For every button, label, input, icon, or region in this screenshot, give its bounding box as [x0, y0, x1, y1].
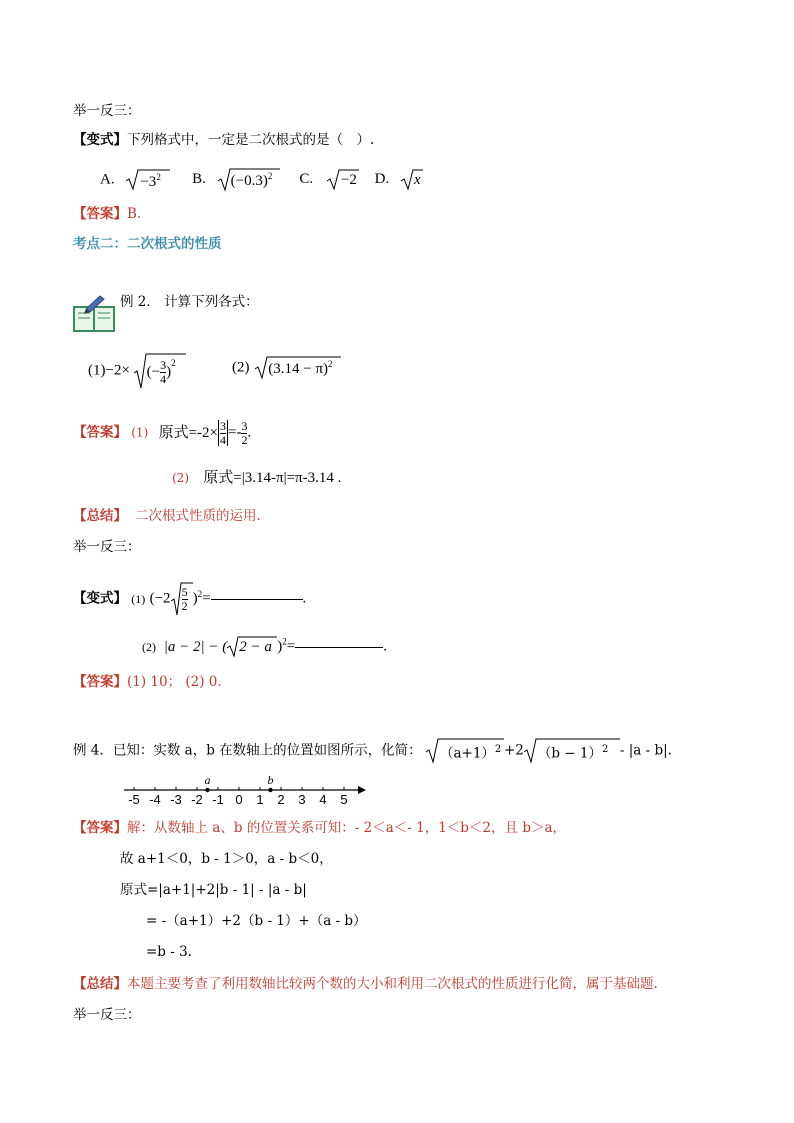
variant-question-2	[73, 582, 306, 616]
example4-summary	[73, 978, 658, 992]
summary-text: 二次根式性质的运用.	[135, 508, 261, 524]
option-b-exp: 2	[267, 171, 273, 181]
option-c-radicand: −2	[340, 172, 357, 188]
example2-answer-2	[172, 471, 341, 486]
point-b	[268, 788, 272, 792]
v1-answer-blank[interactable]	[211, 599, 303, 600]
p1-radical	[134, 353, 186, 389]
tick-label: -2	[191, 792, 203, 806]
v2-label: (2)	[142, 640, 156, 654]
option-d-label: D.	[374, 171, 390, 188]
ex4-r1: （a+1）	[439, 745, 495, 762]
p1-prefix: −2×	[105, 362, 130, 379]
a1-num: 3	[220, 419, 227, 433]
example4-intro: 例 4．已知：实数 a，b 在数轴上的位置如图所示，化简：	[73, 742, 422, 759]
p1-label: (1)	[88, 362, 106, 379]
a1-end: .	[247, 424, 252, 441]
v1-radical	[171, 582, 193, 616]
ex4-radical-2	[524, 738, 620, 764]
v2-answer-blank[interactable]	[295, 647, 383, 648]
variant-label: 【变式】	[73, 132, 127, 148]
p1-num: 3	[160, 358, 167, 372]
option-a-radical	[126, 169, 170, 191]
a1-den: 4	[220, 432, 227, 447]
ex4-line3: 原式=|a+1|+2|b - 1| - |a - b|	[120, 882, 307, 898]
p2-exp: 2	[328, 359, 333, 369]
example4-answer-line1	[73, 822, 566, 836]
v2-radical	[227, 636, 277, 658]
answer-2	[73, 676, 222, 690]
a1-prefix: 原式=-2×	[158, 424, 219, 441]
option-b-label: B.	[192, 171, 206, 188]
variant-label: 【变式】	[73, 590, 127, 607]
p1-den: 4	[160, 371, 167, 386]
example2-answer-1	[73, 420, 251, 446]
tick-label: -3	[170, 792, 182, 806]
tick-label: 4	[319, 792, 327, 806]
option-c-radical	[327, 169, 359, 191]
section-heading-2: 举一反三：	[73, 539, 141, 555]
option-d-radical	[401, 169, 423, 191]
option-b-radical	[218, 168, 280, 192]
v1-den: 2	[181, 598, 188, 613]
ex4-r1-exp: 2	[494, 744, 502, 755]
ex4-r2-exp: 2	[601, 744, 609, 755]
number-line	[120, 772, 370, 806]
v1-open: (−2	[149, 590, 171, 607]
section-heading-3: 举一反三：	[73, 1007, 141, 1023]
variant-text: 下列格式中，一定是二次根式的是（ ）.	[127, 132, 375, 148]
answer-label: 【答案】	[73, 206, 127, 222]
section-heading-1: 举一反三：	[73, 103, 141, 119]
kaodian-heading: 考点二：二次根式的性质	[73, 236, 222, 252]
v2-exp: 2	[282, 636, 287, 647]
a1-mid: =-	[228, 424, 242, 441]
example2-problem-1	[88, 353, 186, 389]
answer-label: 【答案】	[73, 820, 127, 836]
a1-num2: 3	[241, 419, 248, 433]
option-b-radicand: (−0.3)	[230, 173, 268, 189]
v2-end: .	[383, 638, 387, 655]
arrow-right-icon	[358, 786, 366, 794]
ex4-line4: = -（a+1）+2（b - 1）+（a - b）	[146, 913, 367, 929]
point-a	[205, 788, 209, 792]
ex4-line2: 故 a+1＜0，b - 1＞0，a - b＜0，	[120, 851, 333, 867]
tick-label: 2	[277, 792, 285, 806]
answer-text: B.	[127, 206, 142, 222]
v2-close: )	[277, 638, 283, 655]
p2-label: (2)	[232, 359, 250, 376]
answer-label: 【答案】	[73, 674, 127, 690]
p2-radicand: (3.14 − π)	[268, 361, 329, 377]
example2-summary	[73, 510, 261, 524]
tick-label: 3	[298, 792, 306, 806]
example2-problem-2	[232, 356, 341, 380]
ex4-tail: - |a - b|.	[619, 742, 672, 759]
tick-label: -5	[128, 792, 140, 806]
answer-label: 【答案】	[73, 424, 127, 441]
option-c-label: C.	[299, 171, 314, 188]
ex4-line5: =b - 3.	[146, 944, 192, 960]
p1-exp: 2	[171, 358, 176, 368]
v2-radicand: 2 − a	[239, 639, 272, 655]
point-b-label: b	[267, 773, 274, 787]
options-row	[100, 168, 423, 192]
tick-label: 1	[256, 792, 264, 806]
option-a-radicand: −3	[140, 174, 157, 190]
tick-label: 5	[340, 792, 348, 806]
option-a-exp: 2	[156, 172, 161, 182]
summary-label: 【总结】	[73, 976, 127, 992]
tick-label: -1	[212, 792, 224, 806]
v1-label: (1)	[131, 592, 146, 606]
answer-text: (1) 10； (2) 0.	[127, 674, 222, 690]
a2-label: (2)	[172, 471, 189, 485]
variant-question-2-part2	[142, 636, 387, 658]
v2-abs: |a − 2| − (	[163, 638, 228, 655]
example4-question	[73, 738, 672, 764]
v1-close: )	[192, 590, 198, 607]
option-d-radicand: x	[413, 172, 421, 188]
ex4-r2: （b − 1）	[537, 745, 602, 762]
p2-radical	[255, 356, 341, 380]
v1-num: 5	[181, 585, 188, 599]
a1-label: (1)	[131, 425, 149, 440]
ex4-plus: +2	[503, 742, 524, 759]
tick-label: 0	[235, 792, 243, 806]
point-a-label: a	[204, 773, 211, 787]
tick-label: -4	[149, 792, 161, 806]
summary-text: 本题主要考查了利用数轴比较两个数的大小和利用二次根式的性质进行化简，属于基础题.	[127, 976, 658, 992]
summary-label: 【总结】	[73, 508, 127, 524]
answer-1	[73, 208, 141, 222]
v1-end: .	[302, 590, 307, 607]
a1-den2: 2	[241, 432, 248, 447]
p1-open: (−	[146, 363, 161, 380]
option-a-label: A.	[100, 171, 115, 188]
a2-text: 原式=|3.14-π|=π-3.14 .	[203, 470, 342, 486]
v2-eq: =	[286, 638, 296, 655]
ex4-line1: 解：从数轴上 a、b 的位置关系可知：- 2＜a＜- 1，1＜b＜2，且 b＞a，	[127, 820, 567, 836]
v1-eq: =	[202, 590, 211, 607]
variant-question-1	[73, 134, 374, 148]
example2-title: 例 2． 计算下列各式：	[120, 294, 259, 310]
notebook-pencil-icon	[72, 295, 118, 333]
ex4-radical-1	[426, 738, 504, 764]
p1-close: )	[166, 363, 172, 380]
v1-exp: 2	[197, 589, 203, 599]
